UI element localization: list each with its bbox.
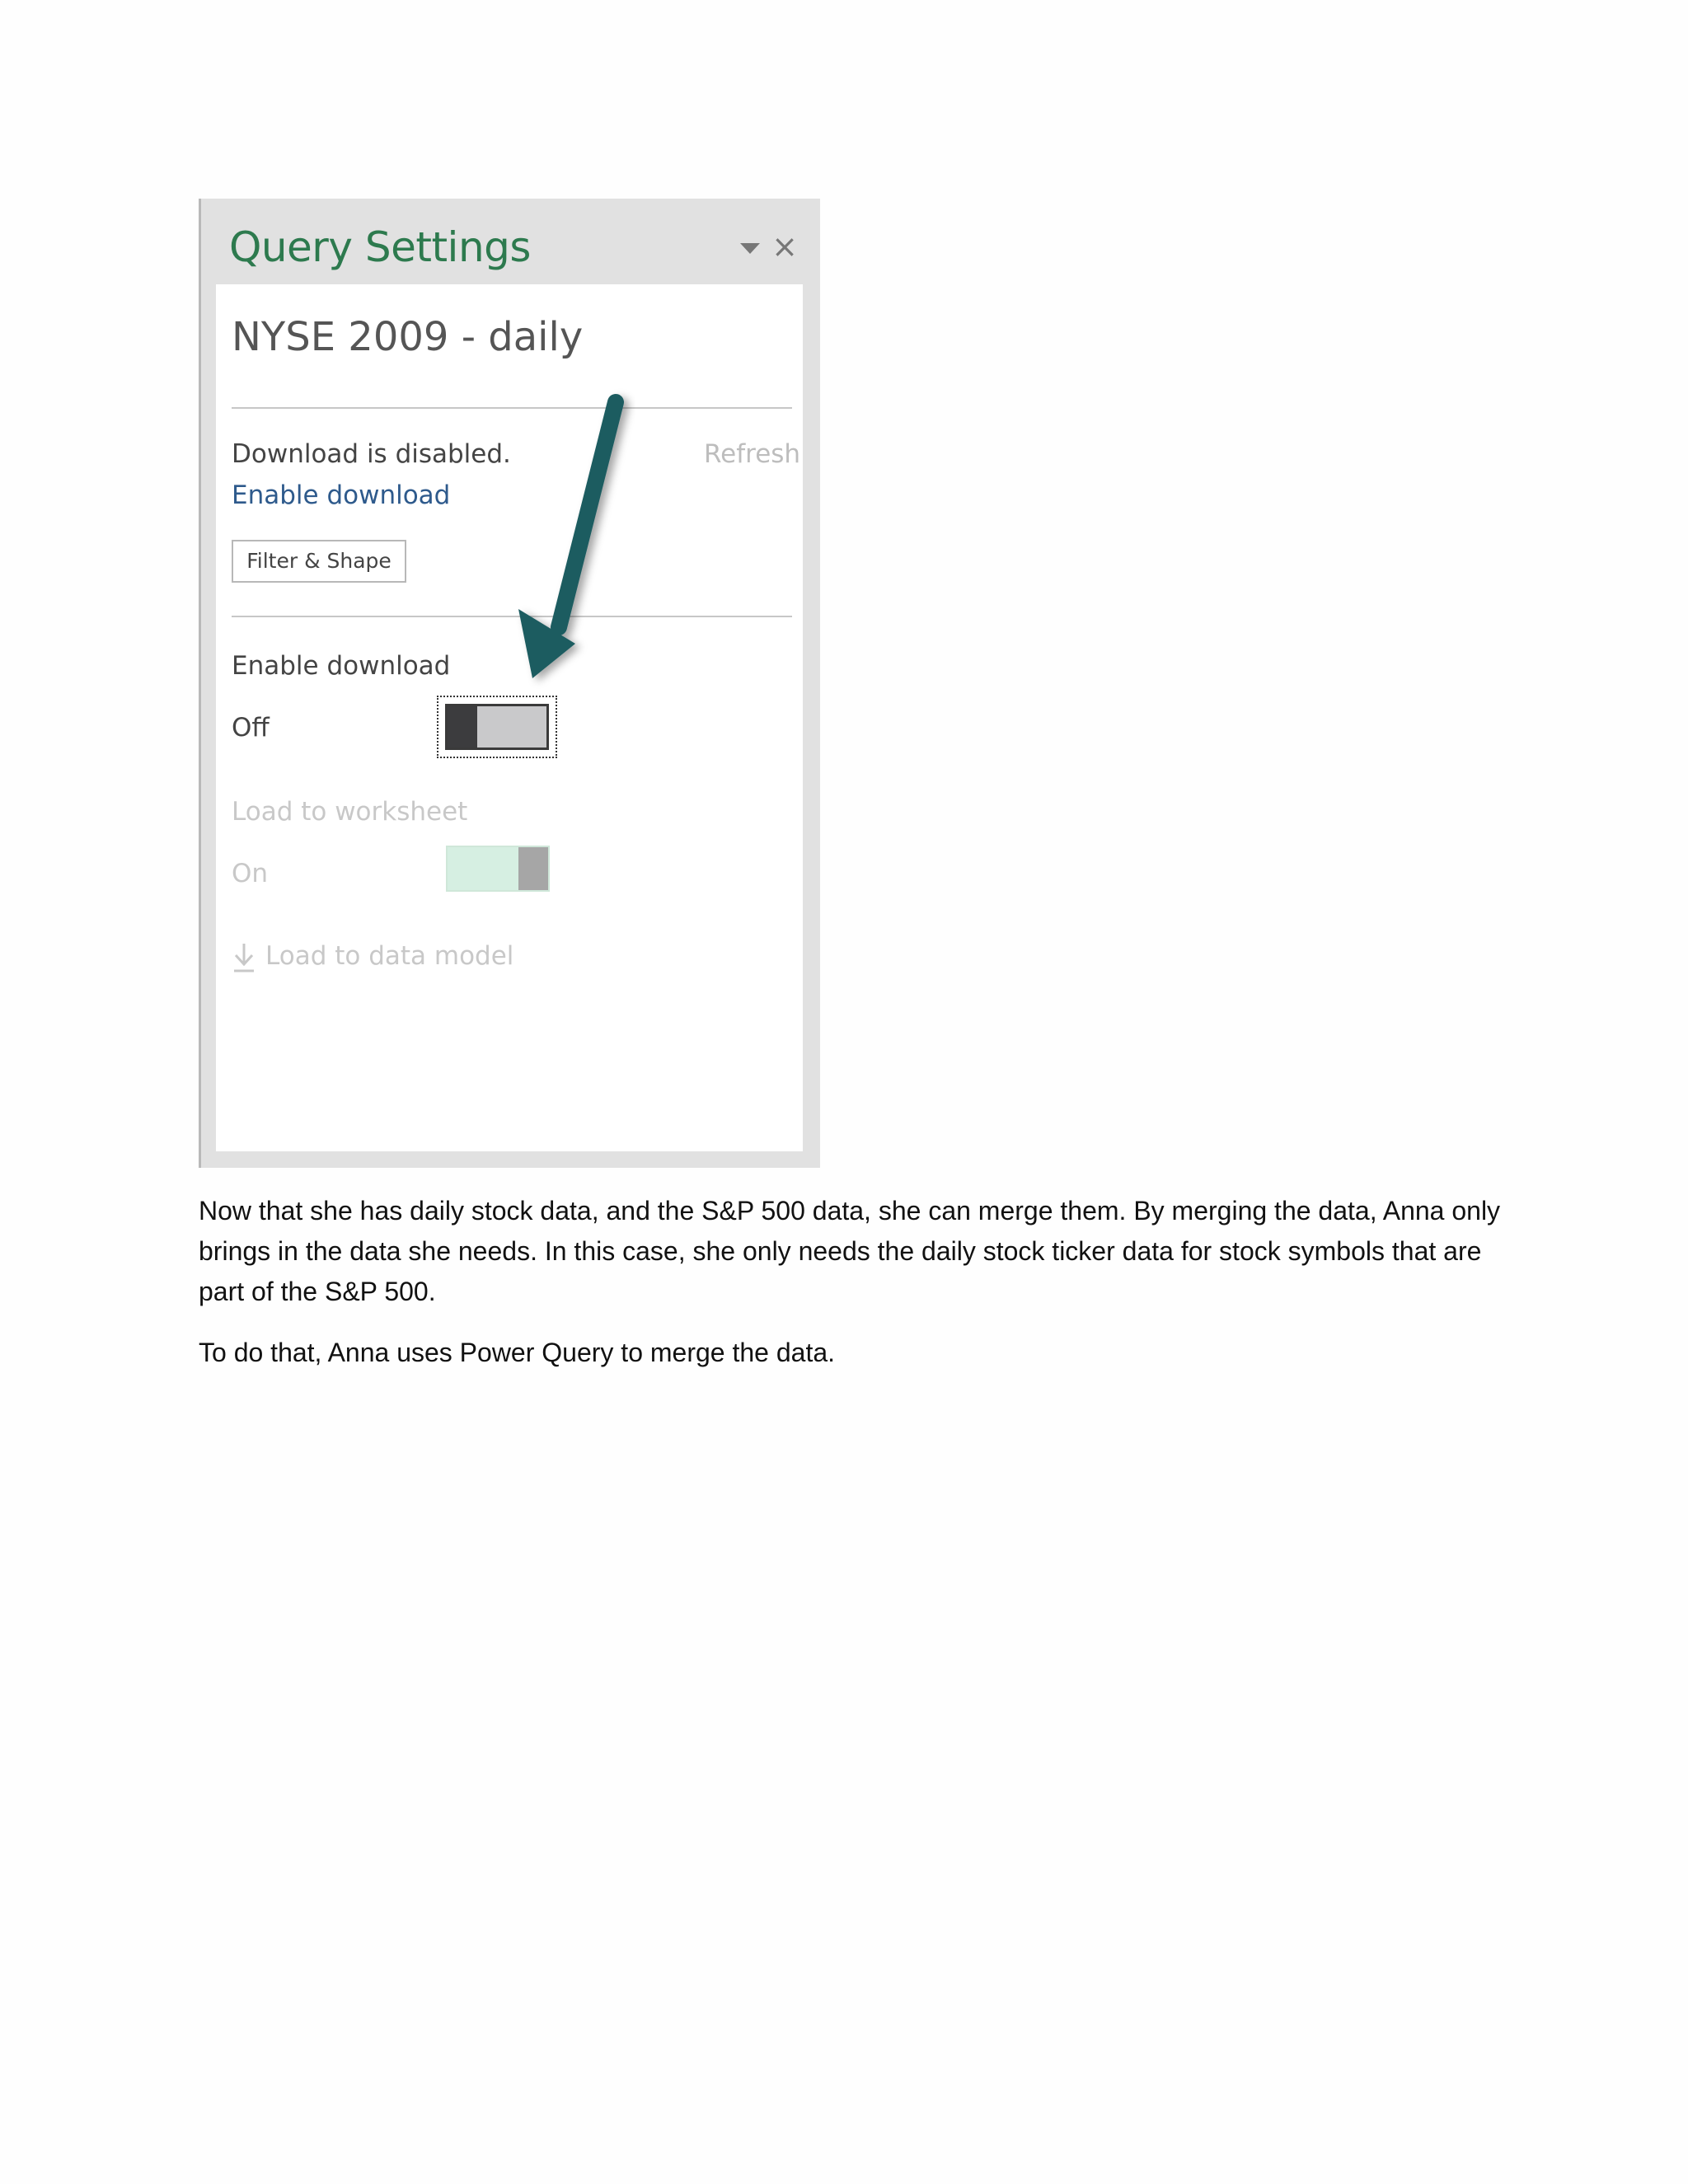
load-to-data-model-link[interactable]: Load to data model <box>265 941 514 971</box>
refresh-link[interactable]: Refresh <box>704 439 801 469</box>
panel-body <box>216 284 803 1151</box>
enable-download-label: Enable download <box>232 651 451 681</box>
enable-download-state: Off <box>232 713 270 743</box>
enable-download-toggle[interactable] <box>445 704 549 750</box>
body-paragraph: To do that, Anna uses Power Query to merge the data. <box>199 1338 836 1367</box>
toggle-thumb <box>518 847 548 890</box>
load-to-worksheet-toggle[interactable] <box>446 846 550 892</box>
body-paragraph: Now that she has daily stock data, and the S&P 500 data, she can merge them. By merging the data, Anna only brings in the data she needs. In this case, she only needs the daily stock ticker data for stock symbols that are part of the S&P 500. <box>199 1196 1501 1306</box>
query-settings-panel <box>199 199 820 1168</box>
dropdown-arrow-icon[interactable] <box>738 240 762 256</box>
load-to-worksheet-state: On <box>232 859 269 888</box>
divider <box>232 407 792 409</box>
panel-title: Query Settings <box>229 223 531 271</box>
download-icon <box>232 941 256 974</box>
download-status-text: Download is disabled. <box>232 439 511 469</box>
query-name: NYSE 2009 - daily <box>232 314 584 360</box>
panel-header <box>201 199 820 284</box>
load-to-worksheet-label: Load to worksheet <box>232 797 468 827</box>
enable-download-link[interactable]: Enable download <box>232 480 451 510</box>
filter-shape-button[interactable]: Filter & Shape <box>232 540 406 583</box>
close-icon[interactable]: × <box>771 228 798 265</box>
toggle-thumb <box>448 706 477 748</box>
divider <box>232 616 792 617</box>
enable-download-toggle-focus <box>437 696 557 758</box>
